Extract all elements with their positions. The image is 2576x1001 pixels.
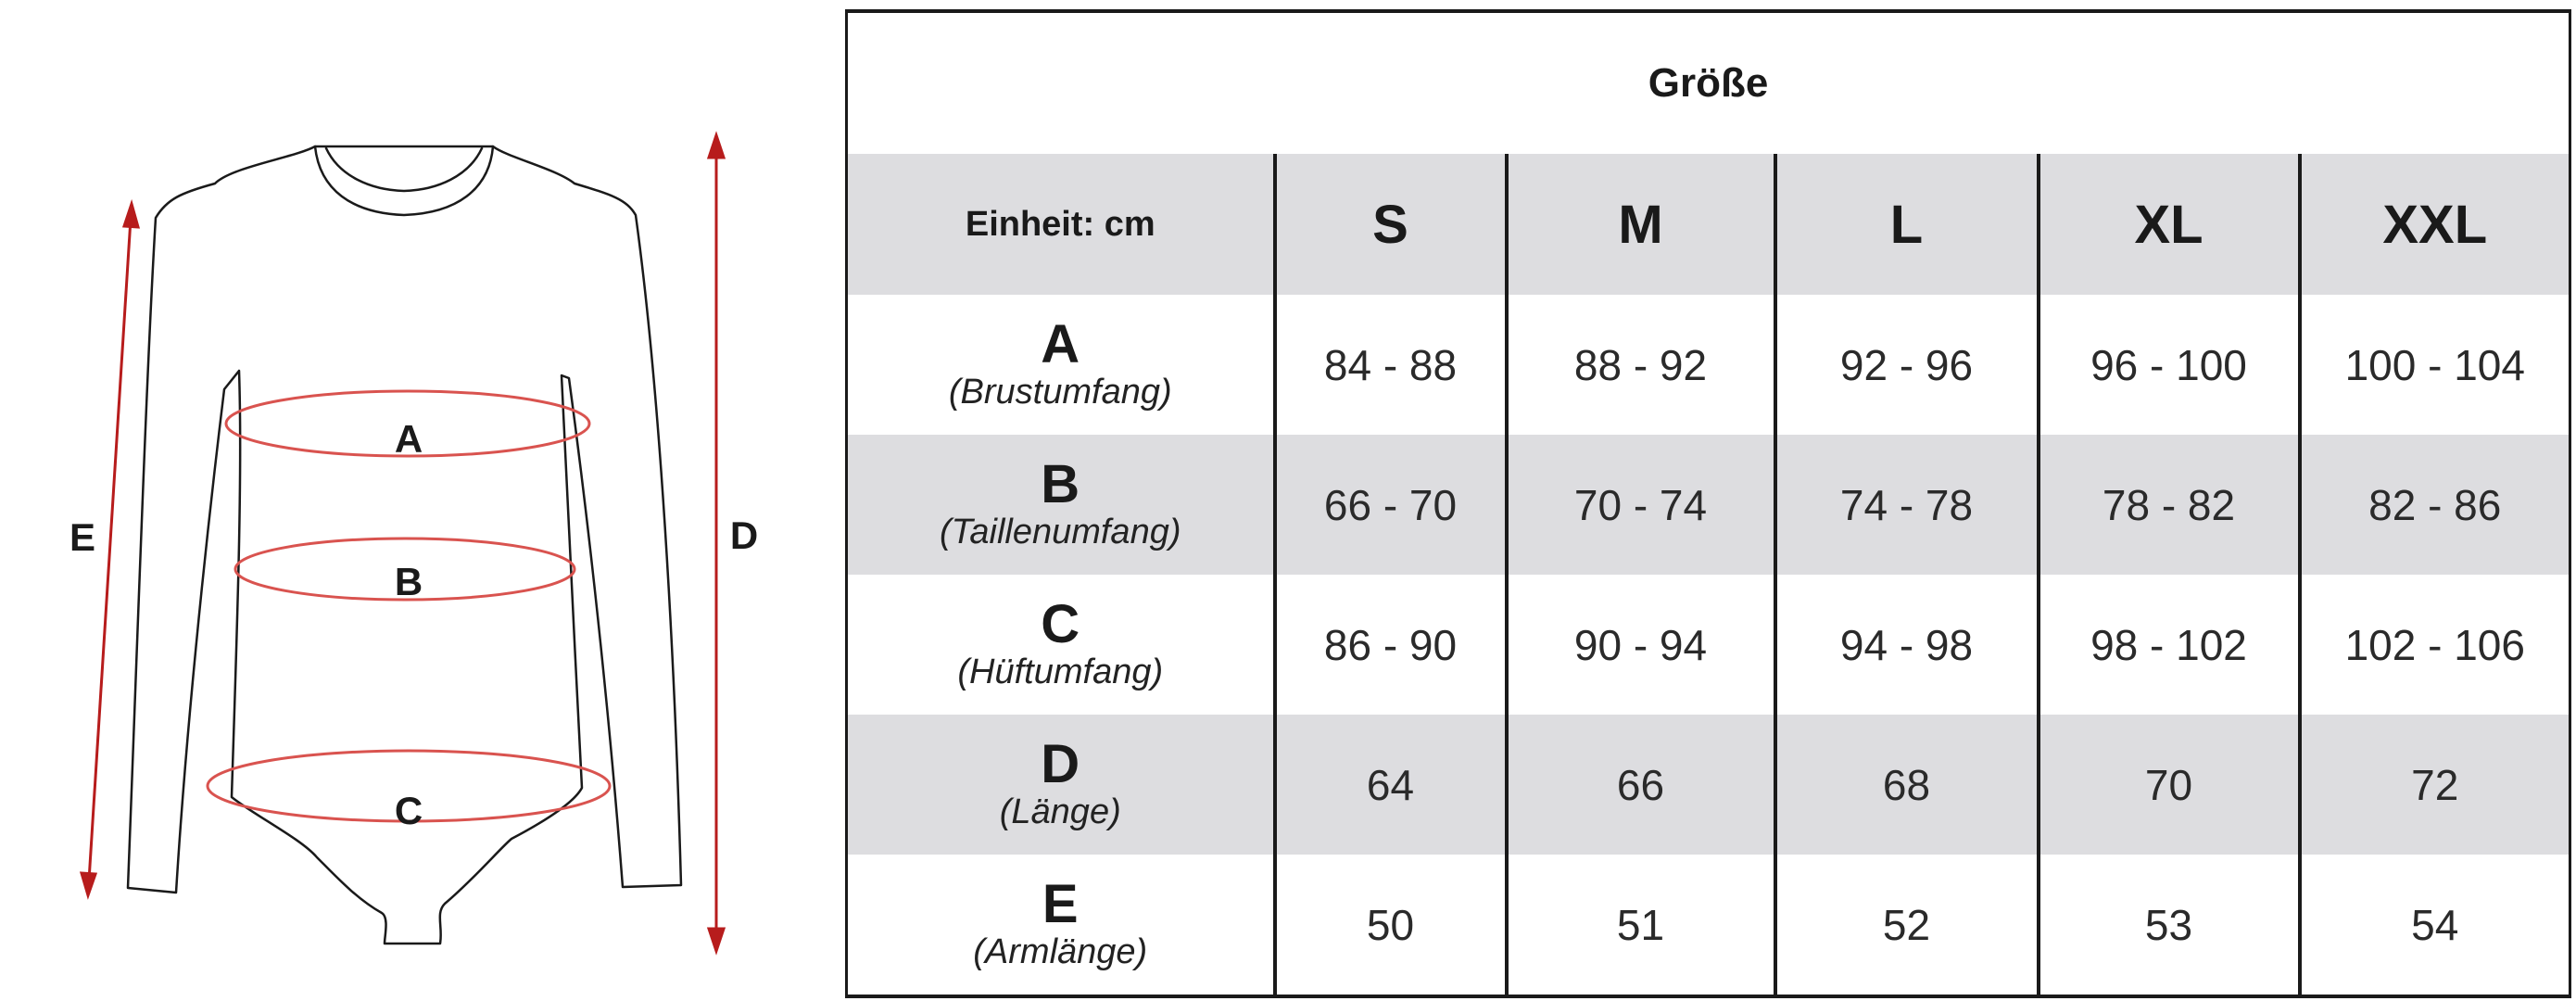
arrow-d-head-top	[709, 135, 724, 158]
cell-e-xl: 53	[2039, 855, 2300, 996]
arrow-e-head-bottom	[82, 873, 95, 895]
cell-e-m: 51	[1507, 855, 1775, 996]
cell-c-xl: 98 - 102	[2039, 575, 2300, 715]
cell-a-l: 92 - 96	[1775, 295, 2039, 435]
cell-a-xxl: 100 - 104	[2300, 295, 2570, 435]
bodysuit-diagram-svg	[0, 0, 834, 1001]
diagram-label-b: B	[394, 560, 423, 603]
cell-b-m: 70 - 74	[1507, 435, 1775, 575]
table-header-row	[847, 154, 2570, 295]
neckline	[315, 146, 493, 215]
cell-c-m: 90 - 94	[1507, 575, 1775, 715]
table-row-b	[847, 435, 2570, 575]
diagram-label-d: D	[729, 513, 759, 557]
row-letter: E	[1042, 873, 1079, 934]
size-header-l: L	[1775, 154, 2039, 295]
cell-a-xl: 96 - 100	[2039, 295, 2300, 435]
cell-b-xl: 78 - 82	[2039, 435, 2300, 575]
diagram-label-c: C	[394, 789, 423, 832]
cell-a-s: 84 - 88	[1275, 295, 1507, 435]
diagram-label-e: E	[69, 515, 96, 559]
size-header-xxl: XXL	[2300, 154, 2570, 295]
row-label-e	[847, 855, 1275, 996]
row-description: (Brustumfang)	[948, 372, 1172, 412]
arrow-d-head-bottom	[709, 929, 724, 951]
table-title-row	[847, 11, 2570, 154]
table-title: Größe	[847, 11, 2570, 154]
row-letter: D	[1041, 733, 1080, 794]
size-header-m: M	[1507, 154, 1775, 295]
row-description: (Hüftumfang)	[957, 652, 1164, 691]
cell-d-s: 64	[1275, 715, 1507, 855]
cell-e-l: 52	[1775, 855, 2039, 996]
table-row-d	[847, 715, 2570, 855]
inner-neckline	[326, 148, 482, 191]
size-chart-table	[845, 9, 2571, 998]
cell-c-l: 94 - 98	[1775, 575, 2039, 715]
cell-d-xl: 70	[2039, 715, 2300, 855]
size-header-s: S	[1275, 154, 1507, 295]
cell-d-l: 68	[1775, 715, 2039, 855]
cell-e-xxl: 54	[2300, 855, 2570, 996]
unit-label: Einheit: cm	[847, 154, 1275, 295]
cell-b-s: 66 - 70	[1275, 435, 1507, 575]
cell-a-m: 88 - 92	[1507, 295, 1775, 435]
size-header-xl: XL	[2039, 154, 2300, 295]
row-label-d	[847, 715, 1275, 855]
cell-c-xxl: 102 - 106	[2300, 575, 2570, 715]
cell-d-m: 66	[1507, 715, 1775, 855]
row-label-a	[847, 295, 1275, 435]
row-label-c	[847, 575, 1275, 715]
cell-b-xxl: 82 - 86	[2300, 435, 2570, 575]
row-letter: A	[1041, 313, 1080, 374]
row-label-b	[847, 435, 1275, 575]
table-row-a	[847, 295, 2570, 435]
row-letter: C	[1041, 593, 1080, 654]
row-letter: B	[1041, 453, 1080, 514]
bodysuit-measurement-diagram	[0, 0, 834, 1001]
cell-b-l: 74 - 78	[1775, 435, 2039, 575]
row-description: (Armlänge)	[973, 931, 1148, 971]
row-description: (Taillenumfang)	[939, 512, 1181, 551]
arrow-e-head-top	[124, 204, 138, 227]
cell-c-s: 86 - 90	[1275, 575, 1507, 715]
table-row-c	[847, 575, 2570, 715]
cell-e-s: 50	[1275, 855, 1507, 996]
diagram-label-a: A	[394, 417, 423, 461]
cell-d-xxl: 72	[2300, 715, 2570, 855]
row-description: (Länge)	[999, 792, 1121, 831]
table-row-e	[847, 855, 2570, 996]
